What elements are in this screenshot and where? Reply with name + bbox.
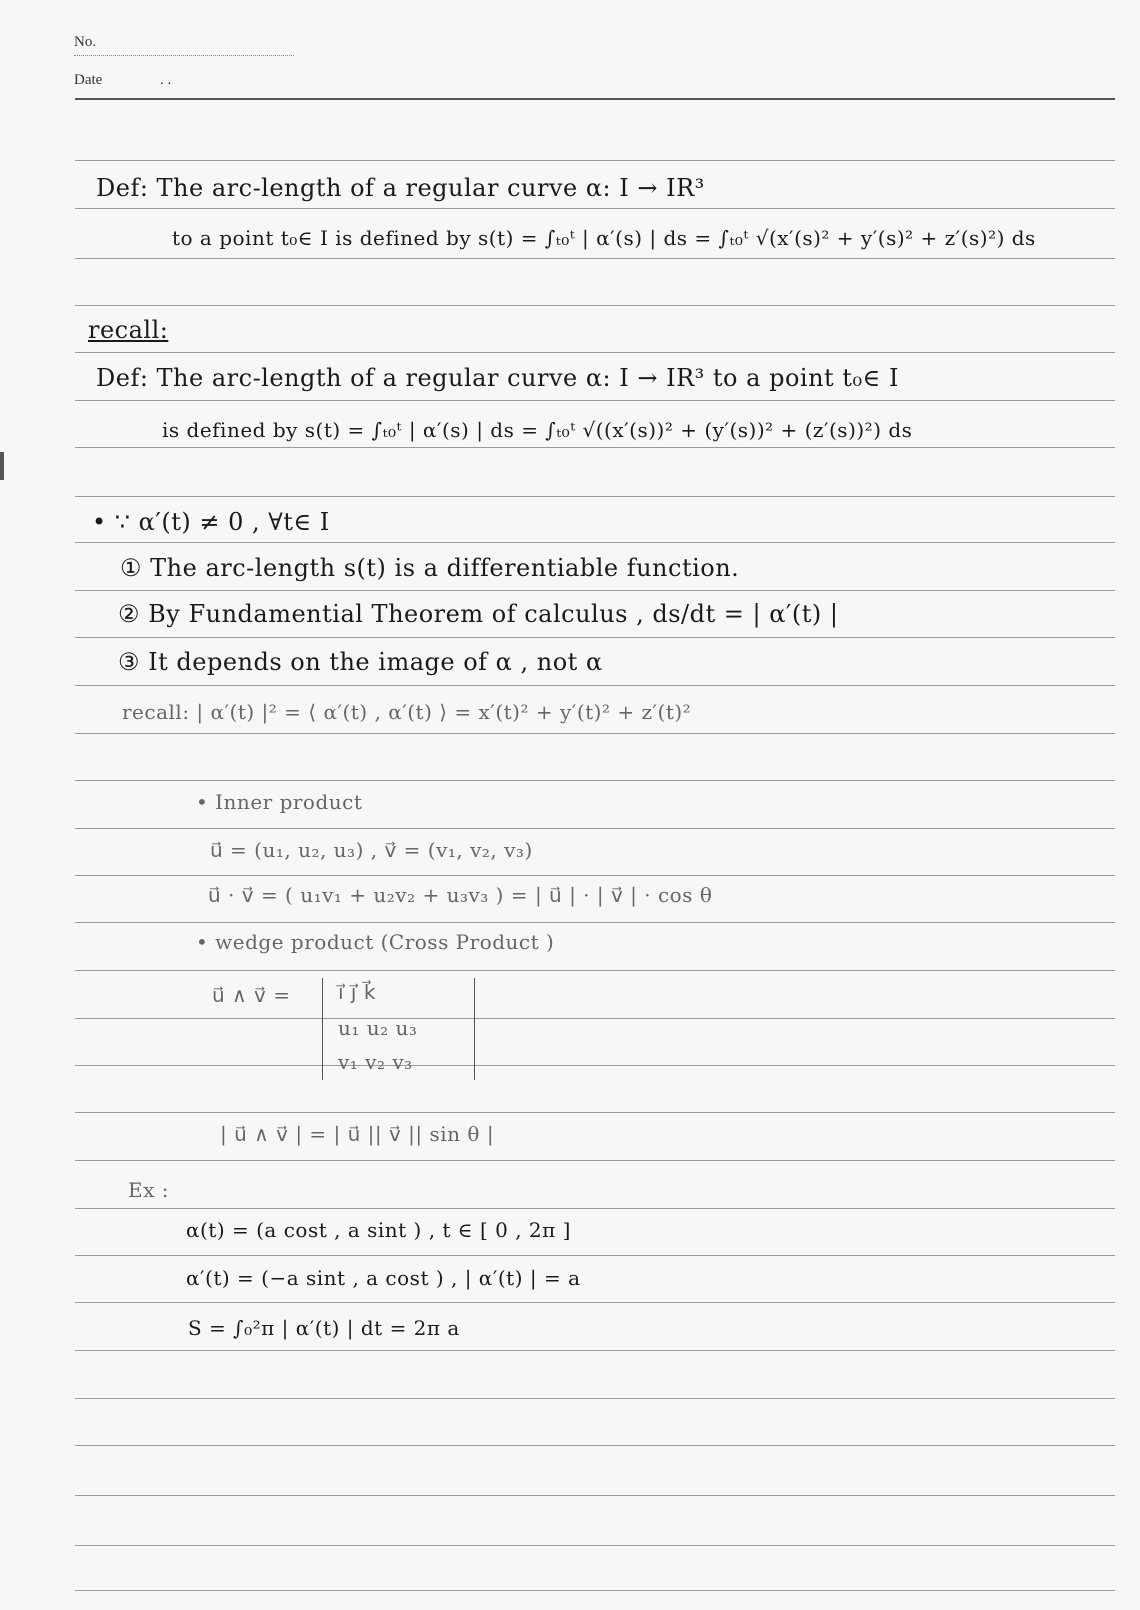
determinant-row-2: u₁ u₂ u₃ (338, 1016, 418, 1040)
ruled-line (75, 1495, 1115, 1496)
note-item-1: ① The arc-length s(t) is a differentiable function. (120, 554, 740, 582)
def1-line2: to a point t₀∈ I is defined by s(t) = ∫ₜ₀ᵗ | α′(s) | ds = ∫ₜ₀ᵗ √(x′(s)² + y′(s)² + z′(s)²) ds (172, 226, 1036, 250)
inner-product-vectors: u⃗ = (u₁, u₂, u₃) , v⃗ = (v₁, v₂, v₃) (210, 838, 533, 862)
ruled-line (75, 160, 1115, 161)
ruled-line (75, 1445, 1115, 1446)
ruled-line (75, 828, 1115, 829)
wedge-magnitude: | u⃗ ∧ v⃗ | = | u⃗ || v⃗ || sin θ | (220, 1122, 495, 1146)
ruled-line (75, 1302, 1115, 1303)
ruled-line (75, 542, 1115, 543)
def2-line2: is defined by s(t) = ∫ₜ₀ᵗ | α′(s) | ds = ∫ₜ₀ᵗ √((x′(s))² + (y′(s))² + (z′(s))²) ds (162, 418, 913, 442)
ruled-line (75, 1160, 1115, 1161)
wedge-product-title: • wedge product (Cross Product ) (196, 930, 555, 954)
inner-product-dot: u⃗ · v⃗ = ( u₁v₁ + u₂v₂ + u₃v₃ ) = | u⃗ | · | v⃗ | · cos θ (208, 883, 713, 907)
example-line-2: α′(t) = (−a sint , a cost ) , | α′(t) | = a (186, 1266, 581, 1290)
def1-line1: Def: The arc-length of a regular curve α: I → IR³ (96, 174, 705, 202)
determinant-row-3: v₁ v₂ v₃ (338, 1050, 413, 1074)
ruled-line (75, 1018, 1115, 1019)
no-line (74, 55, 294, 56)
example-label: Ex : (128, 1178, 169, 1202)
example-line-1: α(t) = (a cost , a sint ) , t ∈ [ 0 , 2π ] (186, 1218, 571, 1242)
ruled-line (75, 1350, 1115, 1351)
ruled-line (75, 1590, 1115, 1591)
ruled-line (75, 637, 1115, 638)
determinant-left-bar (322, 978, 323, 1080)
wedge-lhs: u⃗ ∧ v⃗ = (212, 983, 291, 1007)
since-condition: • ∵ α′(t) ≠ 0 , ∀t∈ I (92, 508, 330, 536)
ruled-line (75, 1545, 1115, 1546)
note-item-3: ③ It depends on the image of α , not α (118, 648, 603, 676)
ruled-line (75, 733, 1115, 734)
example-line-3: S = ∫₀²π | α′(t) | dt = 2π a (188, 1316, 460, 1340)
ruled-line (75, 258, 1115, 259)
date-label: Date (74, 72, 103, 88)
ruled-line (75, 922, 1115, 923)
ruled-line (75, 496, 1115, 497)
margin-mark (0, 452, 4, 480)
ruled-line (75, 305, 1115, 306)
ruled-line (75, 590, 1115, 591)
def2-line1: Def: The arc-length of a regular curve α: I → IR³ to a point t₀∈ I (96, 364, 899, 392)
ruled-line (75, 1065, 1115, 1066)
recall-heading: recall: (88, 316, 169, 344)
ruled-line (75, 970, 1115, 971)
ruled-line (75, 1398, 1115, 1399)
ruled-line (75, 1255, 1115, 1256)
recall-inner: recall: | α′(t) |² = ⟨ α′(t) , α′(t) ⟩ = x′(t)² + y′(t)² + z′(t)² (122, 700, 692, 724)
ruled-line (75, 400, 1115, 401)
note-item-2: ② By Fundamential Theorem of calculus , ds/dt = | α′(t) | (118, 600, 839, 628)
determinant-row-1: i⃗ j⃗ k⃗ (338, 980, 376, 1004)
ruled-line (75, 352, 1115, 353)
ruled-line (75, 1112, 1115, 1113)
inner-product-title: • Inner product (196, 790, 363, 814)
ruled-line (75, 208, 1115, 209)
ruled-line (75, 780, 1115, 781)
date-value: . . (160, 72, 172, 88)
determinant-right-bar (474, 978, 475, 1080)
ruled-line (75, 875, 1115, 876)
header-rule (75, 98, 1115, 100)
ruled-line (75, 447, 1115, 448)
no-label: No. (74, 34, 97, 50)
ruled-line (75, 685, 1115, 686)
ruled-line (75, 1208, 1115, 1209)
